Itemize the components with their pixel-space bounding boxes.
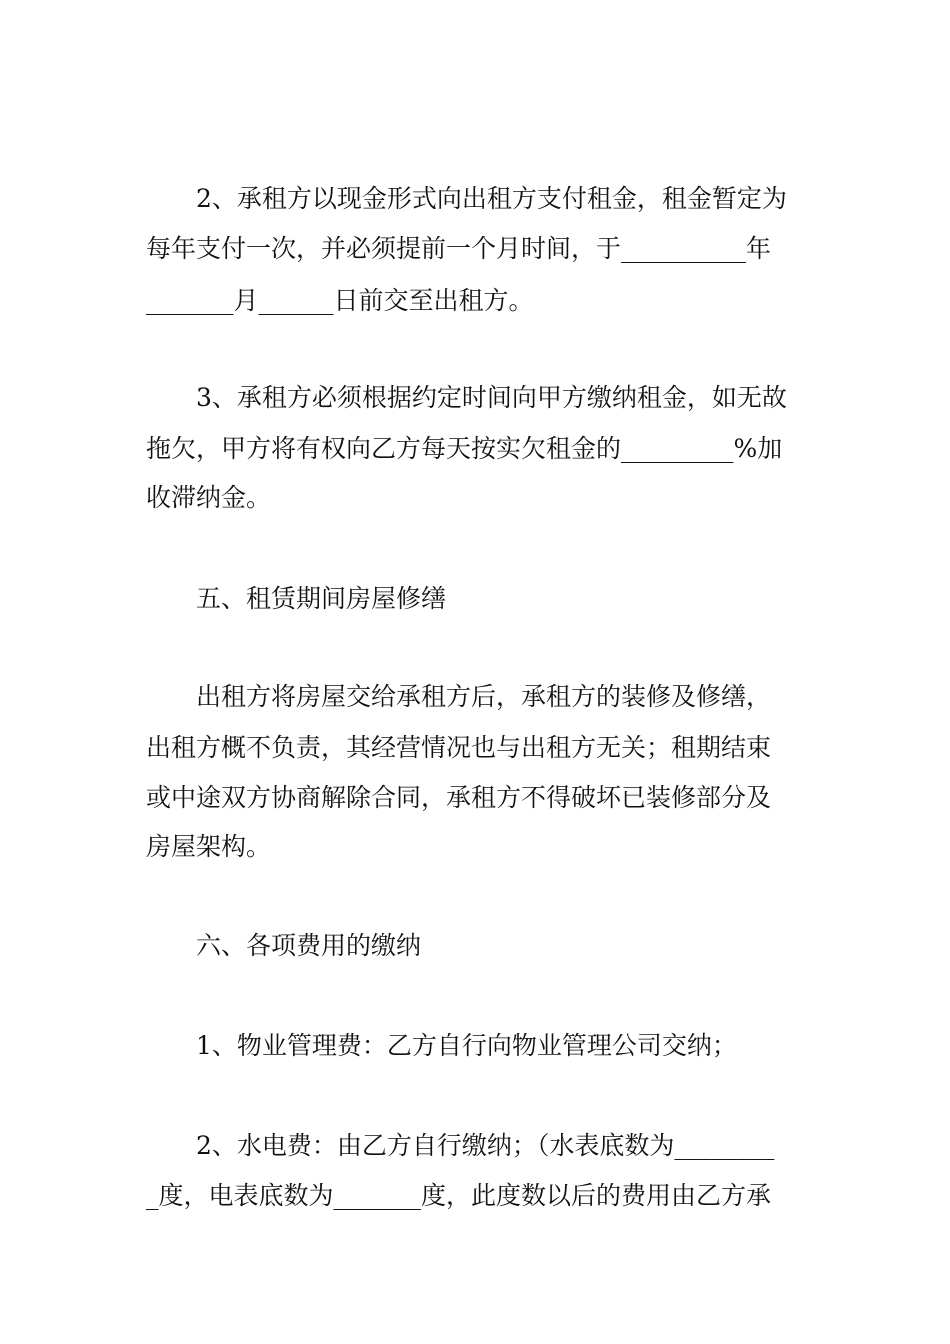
paragraph-repair-line-3: 或中途双方协商解除合同，承租方不得破坏已装修部分及 <box>146 783 772 812</box>
paragraph-late-fee-line-1: 3、承租方必须根据约定时间向甲方缴纳租金，如无故 <box>196 383 787 412</box>
paragraph-repair-line-2: 出租方概不负责，其经营情况也与出租方无关；租期结束 <box>146 733 772 762</box>
paragraph-rent-payment-line-1: 2、承租方以现金形式向出租方支付租金，租金暂定为 <box>196 184 787 213</box>
paragraph-utilities-line-1: 2、水电费：由乙方自行缴纳；（水表底数为________ <box>196 1131 775 1160</box>
paragraph-rent-payment-line-3: _______月______日前交至出租方。 <box>146 286 534 315</box>
paragraph-property-fee-line-1: 1、物业管理费：乙方自行向物业管理公司交纳； <box>196 1031 737 1060</box>
paragraph-utilities-line-2: _度，电表底数为_______度，此度数以后的费用由乙方承 <box>146 1181 772 1210</box>
paragraph-rent-payment-line-2: 每年支付一次，并必须提前一个月时间，于__________年 <box>146 234 772 263</box>
paragraph-late-fee-line-3: 收滞纳金。 <box>146 483 272 512</box>
section-heading-repair: 五、租赁期间房屋修缮 <box>196 584 447 613</box>
paragraph-repair-line-4: 房屋架构。 <box>146 832 272 861</box>
section-heading-fees: 六、各项费用的缴纳 <box>196 931 422 960</box>
paragraph-repair-line-1: 出租方将房屋交给承租方后，承租方的装修及修缮， <box>196 682 772 711</box>
paragraph-late-fee-line-2: 拖欠，甲方将有权向乙方每天按实欠租金的_________%加 <box>146 434 783 463</box>
